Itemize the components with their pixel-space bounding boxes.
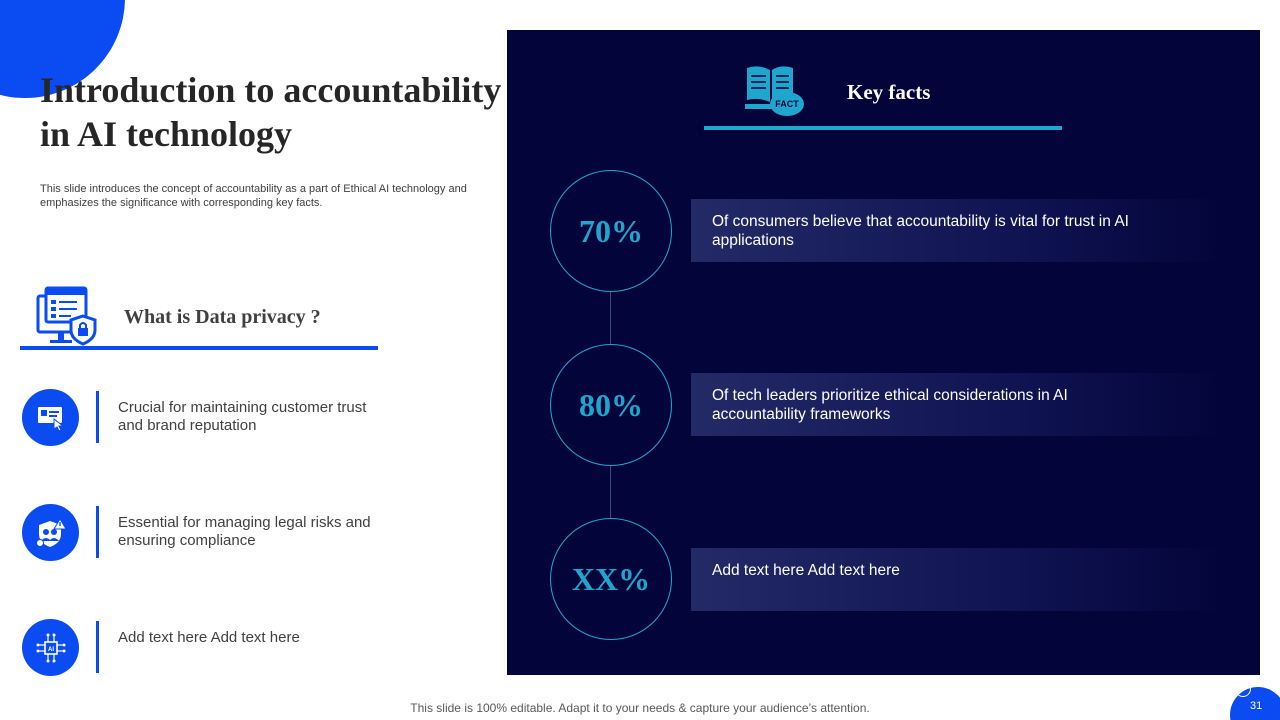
fact-icon-label: FACT [775, 99, 799, 109]
fact-box [691, 199, 1221, 262]
data-privacy-item [22, 389, 402, 445]
svg-text:AI: AI [47, 646, 54, 653]
data-privacy-title: What is Data privacy ? [124, 306, 321, 328]
stat-value: XX% [571, 560, 651, 597]
connector-line [610, 292, 611, 344]
data-privacy-header [20, 284, 378, 352]
data-privacy-item-text: Essential for managing legal risks and ensuring compliance [118, 514, 371, 549]
fact-text: Of consumers believe that accountability is vital for trust in AI applications [712, 213, 1129, 249]
fact-box [691, 373, 1221, 436]
stat-circle [550, 170, 672, 292]
data-privacy-item [22, 504, 402, 560]
key-facts-title: Key facts [847, 80, 931, 104]
fact-book-icon [743, 62, 809, 120]
key-facts-underline [704, 126, 1062, 130]
fact-text: Add text here Add text here [712, 562, 900, 579]
slide-title: Introduction to accountability in AI technology [40, 70, 502, 154]
shield-users-warning-icon [22, 504, 79, 561]
fact-box [691, 548, 1221, 611]
page-ring-decoration [1235, 681, 1251, 697]
data-privacy-item-text: Add text here Add text here [118, 629, 300, 646]
key-facts-panel [507, 30, 1260, 675]
item-divider [96, 621, 99, 673]
item-divider [96, 506, 99, 558]
item-divider [96, 391, 99, 443]
stat-value: 80% [579, 386, 643, 423]
ai-chip-icon [22, 619, 79, 676]
fact-text: Of tech leaders prioritize ethical considerations in AI accountability frameworks [712, 387, 1068, 423]
stat-circle [550, 518, 672, 640]
connector-line [610, 466, 611, 518]
footer-note: This slide is 100% editable. Adapt it to your needs & capture your audience’s attention. [410, 701, 870, 715]
id-card-touch-icon [22, 389, 79, 446]
computer-checklist-lock-icon [36, 286, 100, 346]
data-privacy-item-text: Crucial for maintaining customer trust and brand reputation [118, 399, 367, 434]
data-privacy-underline [20, 346, 378, 350]
stat-value: 70% [579, 212, 643, 249]
data-privacy-item [22, 619, 402, 675]
page-number: 31 [1250, 700, 1263, 712]
stat-circle [550, 344, 672, 466]
slide-subtitle: This slide introduces the concept of accountability as a part of Ethical AI technology and emphasizes the significance with corresponding key facts. [40, 183, 467, 209]
